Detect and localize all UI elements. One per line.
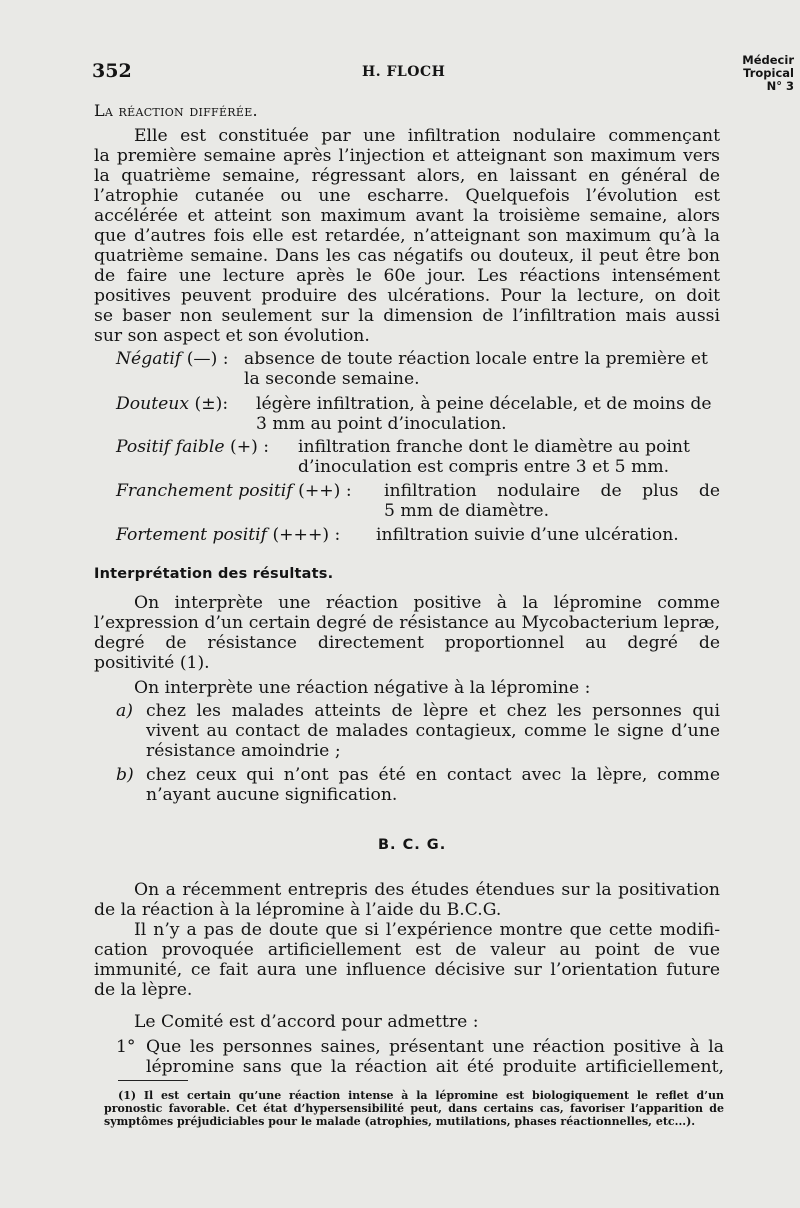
definition-term: Positif faible: [116, 437, 225, 457]
definition-text: 3 mm au point d’inoculation.: [256, 414, 507, 434]
definition-clearly-positive: [116, 481, 352, 501]
text-line: On interprète une réaction positive à la lépromine comme: [134, 593, 720, 613]
section-title-bcg: B. C. G.: [378, 837, 447, 853]
footnote-line: pronostic favorable. Cet état d’hypersensibilité peut, dans certains cas, favoriser l’apparition de: [104, 1102, 724, 1115]
text-line: résistance amoindrie ;: [146, 741, 341, 761]
text-line: l’expression d’un certain degré de résistance au Mycobacterium lepræ,: [94, 613, 720, 633]
definition-strongly-positive: [116, 525, 340, 545]
definition-sign: (+++) :: [272, 525, 341, 545]
definition-sign: (++) :: [298, 481, 352, 501]
definition-negative: [116, 349, 229, 369]
definition-doubtful: [116, 394, 228, 414]
definition-term: Fortement positif: [116, 525, 267, 545]
page-number: 352: [92, 60, 132, 82]
text-line: quatrième semaine. Dans les cas négatifs ou douteux, il peut être bon: [94, 246, 720, 266]
text-line: On interprète une réaction négative à la lépromine :: [134, 678, 591, 698]
journal-line: N° 3: [766, 79, 794, 93]
definition-term: Négatif: [116, 349, 182, 369]
footnote-line: symptômes préjudiciables pour le malade (atrophies, mutilations, phases réactionnelles, etc...).: [104, 1115, 696, 1128]
text-line: lépromine sans que la réaction ait été produite artificiellement,: [146, 1057, 724, 1077]
text-line: de la lèpre.: [94, 980, 193, 1000]
text-line: de faire une lecture après le 60e jour. Les réactions intensément: [94, 266, 720, 286]
text-line: positivité (1).: [94, 653, 210, 673]
text-line: chez ceux qui n’ont pas été en contact avec la lèpre, comme: [146, 765, 720, 785]
text-line: que d’autres fois elle est retardée, n’atteignant son maximum qu’à la: [94, 226, 720, 246]
definition-text: infiltration franche dont le diamètre au point: [298, 437, 690, 457]
text-line: la quatrième semaine, régressant alors, en laissant en général de: [94, 166, 720, 186]
definition-text: d’inoculation est compris entre 3 et 5 mm.: [298, 457, 670, 477]
definition-term: Douteux: [116, 394, 190, 414]
text-line: vivent au contact de malades contagieux, comme le signe d’une: [146, 721, 720, 741]
definition-text: absence de toute réaction locale entre la première et: [244, 349, 708, 369]
definition-text: 5 mm de diamètre.: [384, 501, 550, 521]
journal-line: Médecir: [742, 53, 794, 67]
text-line: Il n’y a pas de doute que si l’expérience montre que cette modifi-: [134, 920, 720, 940]
text-line: se baser non seulement sur la dimension de l’infiltration mais aussi: [94, 306, 720, 326]
definition-weak-positive: [116, 437, 269, 457]
text-line: l’atrophie cutanée ou une escharre. Quelquefois l’évolution est: [94, 186, 720, 206]
text-line: accélérée et atteint son maximum avant la troisième semaine, alors: [94, 206, 720, 226]
list-marker-a: a): [116, 701, 133, 721]
section-title-interpretation: Interprétation des résultats.: [94, 566, 334, 582]
text-line: n’ayant aucune signification.: [146, 785, 398, 805]
definition-sign: (±):: [194, 394, 229, 414]
text-line: Le Comité est d’accord pour admettre :: [134, 1012, 479, 1032]
definition-sign: (—) :: [186, 349, 229, 369]
text-line: sur son aspect et son évolution.: [94, 326, 370, 346]
running-head-journal: [742, 54, 794, 93]
definition-text: légère infiltration, à peine décelable, et de moins de: [256, 394, 712, 414]
footnote-rule: [118, 1080, 188, 1081]
definition-sign: (+) :: [230, 437, 270, 457]
definition-text: infiltration nodulaire de plus de: [384, 481, 720, 501]
text-line: degré de résistance directement proportionnel au degré de: [94, 633, 720, 653]
running-head-author: H. FLOCH: [362, 64, 446, 80]
text-line: cation provoquée artificiellement est de valeur au point de vue: [94, 940, 720, 960]
text-line: chez les malades atteints de lèpre et chez les personnes qui: [146, 701, 720, 721]
footnote-line: (1) Il est certain qu’une réaction intense à la lépromine est biologiquement le reflet d’un: [118, 1089, 724, 1102]
text-line: immunité, ce fait aura une influence décisive sur l’orientation future: [94, 960, 720, 980]
section-title-delayed-reaction: La réaction différée.: [94, 101, 258, 120]
definition-text: la seconde semaine.: [244, 369, 420, 389]
text-line: Elle est constituée par une infiltration nodulaire commençant: [134, 126, 720, 146]
text-line: Que les personnes saines, présentant une réaction positive à la: [146, 1037, 724, 1057]
text-line: de la réaction à la lépromine à l’aide du B.C.G.: [94, 900, 502, 920]
list-marker-b: b): [116, 765, 134, 785]
text-line: On a récemment entrepris des études étendues sur la positivation: [134, 880, 720, 900]
definition-text: infiltration suivie d’une ulcération.: [376, 525, 679, 545]
definition-term: Franchement positif: [116, 481, 293, 501]
text-line: la première semaine après l’injection et atteignant son maximum vers: [94, 146, 720, 166]
journal-line: Tropical: [743, 66, 794, 80]
list-marker-1: 1°: [116, 1037, 136, 1057]
text-line: positives peuvent produire des ulcérations. Pour la lecture, on doit: [94, 286, 720, 306]
